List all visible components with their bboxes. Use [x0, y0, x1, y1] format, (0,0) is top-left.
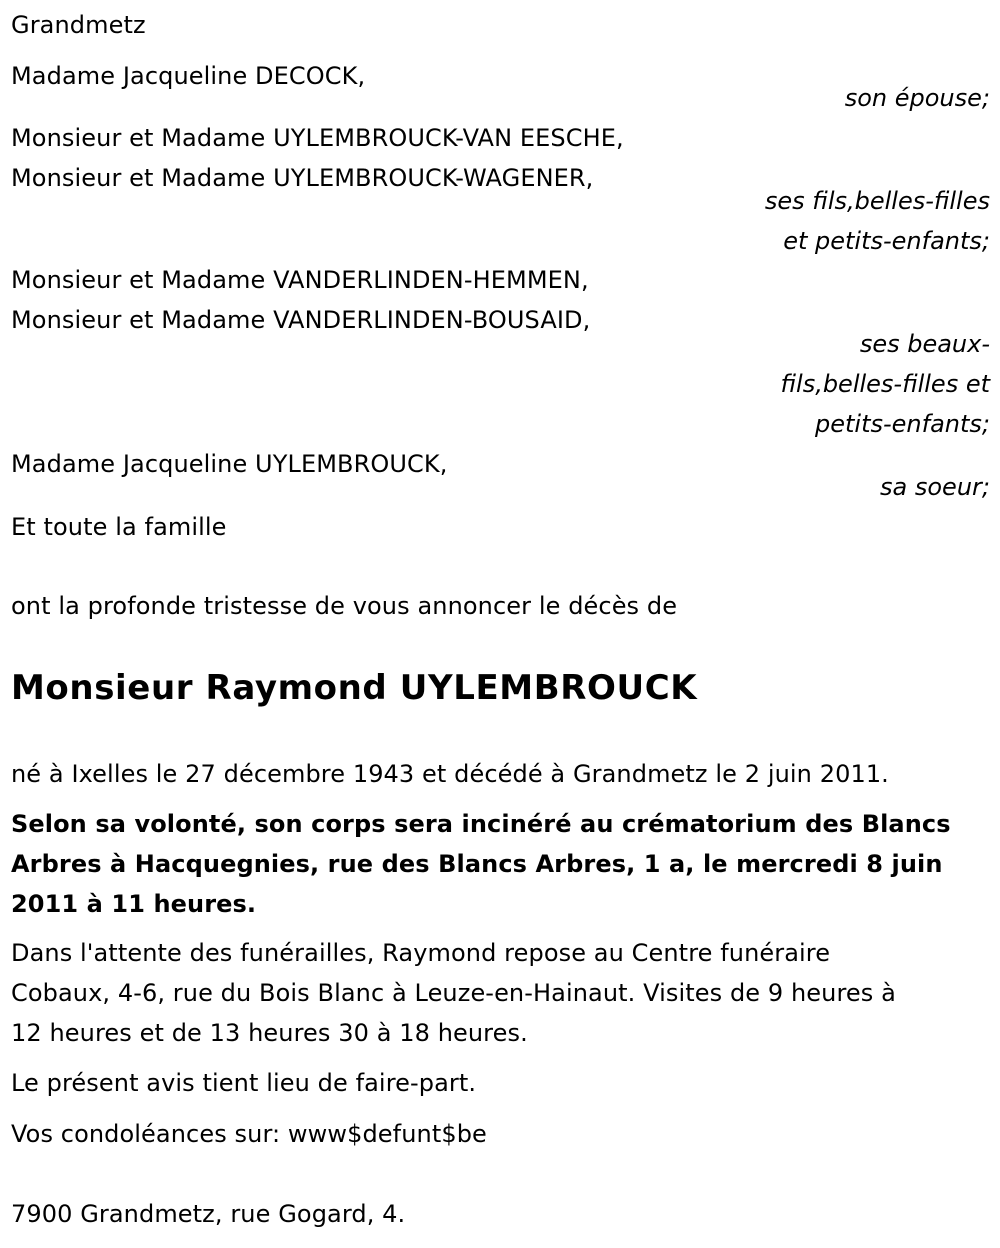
inlaws-line-1: Monsieur et Madame VANDERLINDEN-HEMMEN, — [11, 266, 589, 294]
notice: Le présent avis tient lieu de faire-part. — [11, 1069, 477, 1097]
announcement: ont la profonde tristesse de vous annoncer le décès de — [11, 592, 678, 620]
sons-line-1: Monsieur et Madame UYLEMBROUCK-VAN EESCHE, — [11, 124, 624, 152]
address: 7900 Grandmetz, rue Gogard, 4. — [11, 1200, 406, 1228]
birth-death: né à Ixelles le 27 décembre 1943 et décédé à Grandmetz le 2 juin 2011. — [11, 760, 889, 788]
inlaws-relation-3: petits-enfants; — [815, 410, 990, 438]
sister-relation: sa soeur; — [880, 473, 990, 501]
deceased-name: Monsieur Raymond UYLEMBROUCK — [11, 668, 698, 708]
viewing-line-3: 12 heures et de 13 heures 30 à 18 heures. — [11, 1019, 528, 1047]
funeral-line-2: Arbres à Hacquegnies, rue des Blancs Arbres, 1 a, le mercredi 8 juin — [11, 850, 943, 878]
sons-line-2: Monsieur et Madame UYLEMBROUCK-WAGENER, — [11, 164, 594, 192]
family-all: Et toute la famille — [11, 513, 227, 541]
funeral-line-1: Selon sa volonté, son corps sera incinéré au crématorium des Blancs — [11, 810, 951, 838]
viewing-line-2: Cobaux, 4-6, rue du Bois Blanc à Leuze-en-Hainaut. Visites de 9 heures à — [11, 979, 896, 1007]
funeral-line-3: 2011 à 11 heures. — [11, 890, 257, 918]
sons-relation-2: et petits-enfants; — [783, 227, 990, 255]
sons-relation-1: ses fils,belles-filles — [764, 187, 990, 215]
sister-name: Madame Jacqueline UYLEMBROUCK, — [11, 450, 448, 478]
spouse-name: Madame Jacqueline DECOCK, — [11, 62, 366, 90]
viewing-line-1: Dans l'attente des funérailles, Raymond repose au Centre funéraire — [11, 939, 831, 967]
condolences: Vos condoléances sur: www$defunt$be — [11, 1120, 487, 1148]
inlaws-relation-2: fils,belles-filles et — [780, 370, 990, 398]
header-place: Grandmetz — [11, 11, 146, 39]
spouse-relation: son épouse; — [844, 84, 990, 112]
inlaws-relation-1: ses beaux- — [859, 330, 990, 358]
inlaws-line-2: Monsieur et Madame VANDERLINDEN-BOUSAID, — [11, 306, 591, 334]
